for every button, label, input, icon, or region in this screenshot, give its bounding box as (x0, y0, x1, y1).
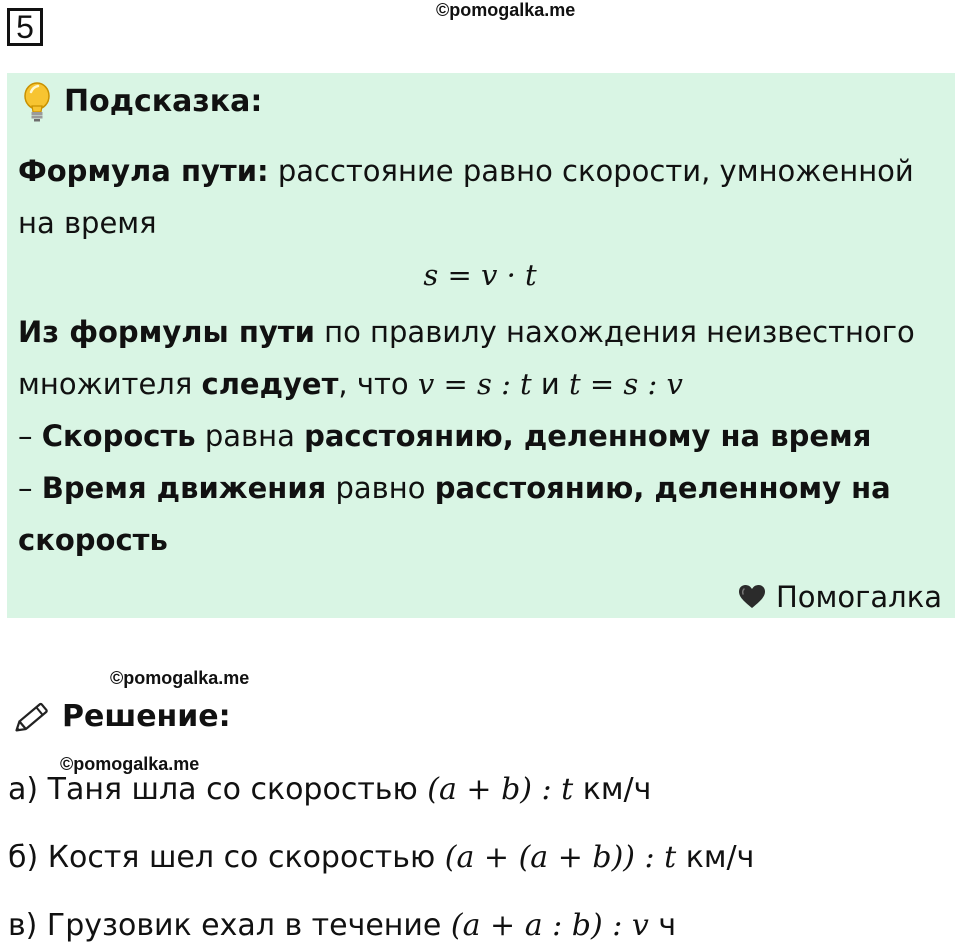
watermark-top: ©pomogalka.me (436, 0, 576, 20)
solution-c: в) Грузовик ехал в течение (a + a : b) : v ч (8, 908, 677, 943)
hint-line-2: на время (18, 206, 157, 240)
hint-line-5: – Скорость равна расстоянию, деленному на время (18, 419, 872, 453)
hint-line-6: – Время движения равно расстоянию, деленному на (18, 471, 891, 505)
watermark-mid-1: ©pomogalka.me (110, 668, 250, 688)
hint-line-7: скорость (18, 523, 168, 557)
pencil-icon (12, 697, 56, 737)
path-formula: s = v · t (423, 258, 537, 292)
solution-a: а) Таня шла со скоростью (a + b) : t км/ч (8, 772, 652, 807)
watermark-mid-2: ©pomogalka.me (60, 754, 200, 774)
hint-title-text: Подсказка: (64, 84, 263, 119)
exercise-number: 5 (7, 8, 43, 46)
heart-icon (738, 584, 766, 610)
hint-body-2 (18, 306, 948, 566)
credit (738, 575, 942, 619)
lightbulb-icon (22, 82, 52, 122)
hint-line-3: Из формулы пути по правилу нахождения неизвестного (18, 315, 915, 349)
solution-title-text: Решение: (62, 699, 231, 734)
solution-b: б) Костя шел со скоростью (a + (a + b)) : t км/ч (8, 840, 755, 875)
hint-line-4: множителя следует, что v = s : t и t = s : v (18, 367, 683, 401)
solution-title (12, 695, 231, 739)
hint-line-1: Формула пути: расстояние равно скорости, умноженной (18, 154, 914, 188)
hint-body (18, 145, 948, 249)
credit-text: Помогалка (776, 580, 942, 614)
hint-title (22, 80, 262, 124)
